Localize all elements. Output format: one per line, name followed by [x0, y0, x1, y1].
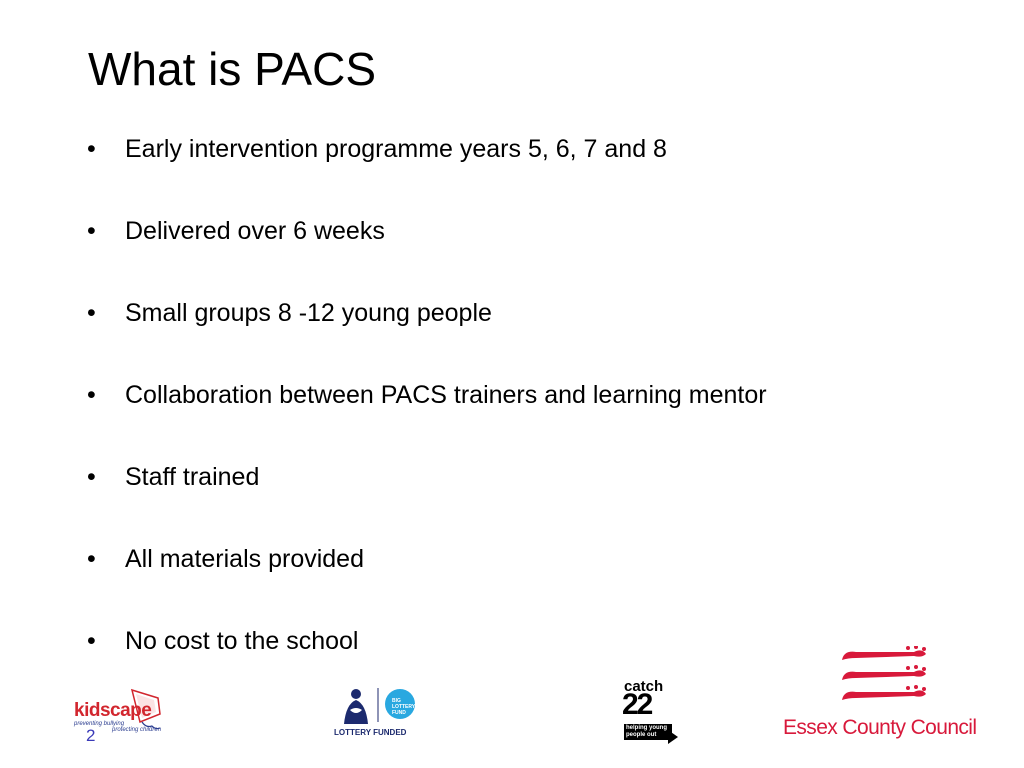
bullet-symbol: • — [87, 381, 96, 409]
bullet-item — [87, 462, 767, 544]
kidscape-tagline-2: protecting children — [112, 727, 162, 733]
kidscape-logo — [70, 688, 165, 734]
bullet-item — [87, 544, 767, 626]
bullet-item — [87, 216, 767, 298]
arrow-right-icon — [668, 730, 678, 744]
bullet-item — [87, 380, 767, 462]
bullet-text: Collaboration between PACS trainers and learning mentor — [125, 381, 767, 409]
slide-title: What is PACS — [88, 43, 376, 95]
bullet-text: Early intervention programme years 5, 6, 7 and 8 — [125, 135, 667, 163]
bullet-symbol: • — [87, 299, 96, 327]
catch22-number: 22 — [622, 688, 652, 721]
lottery-funded-logo — [334, 684, 424, 742]
big-lottery-fund-badge: BIG LOTTERY FUND — [392, 698, 416, 716]
catch22-word: catch — [624, 678, 664, 695]
bullet-symbol: • — [87, 545, 96, 573]
bullet-symbol: • — [87, 627, 96, 655]
kidscape-wordmark: kidscape — [74, 700, 152, 721]
bullet-text: No cost to the school — [125, 627, 359, 655]
bullet-symbol: • — [87, 135, 96, 163]
page-number: 2 — [86, 726, 96, 745]
bullet-symbol: • — [87, 463, 96, 491]
bullet-symbol: • — [87, 217, 96, 245]
essex-wordmark: Essex County Council — [783, 716, 977, 739]
lottery-caption: LOTTERY FUNDED — [334, 728, 407, 737]
bullet-text: Staff trained — [125, 463, 260, 491]
bullet-text: Delivered over 6 weeks — [125, 217, 385, 245]
kidscape-tagline-1: preventing bullying — [74, 721, 125, 727]
bullet-text: All materials provided — [125, 545, 364, 573]
bullet-text: Small groups 8 -12 young people — [125, 299, 492, 327]
essex-county-council-logo — [780, 646, 986, 746]
bullet-item — [87, 134, 767, 216]
catch22-tagline: helping young people out — [624, 724, 672, 740]
catch22-logo — [622, 678, 678, 746]
bullet-list — [87, 134, 767, 708]
seaxes-icon — [838, 646, 928, 712]
bullet-item — [87, 298, 767, 380]
